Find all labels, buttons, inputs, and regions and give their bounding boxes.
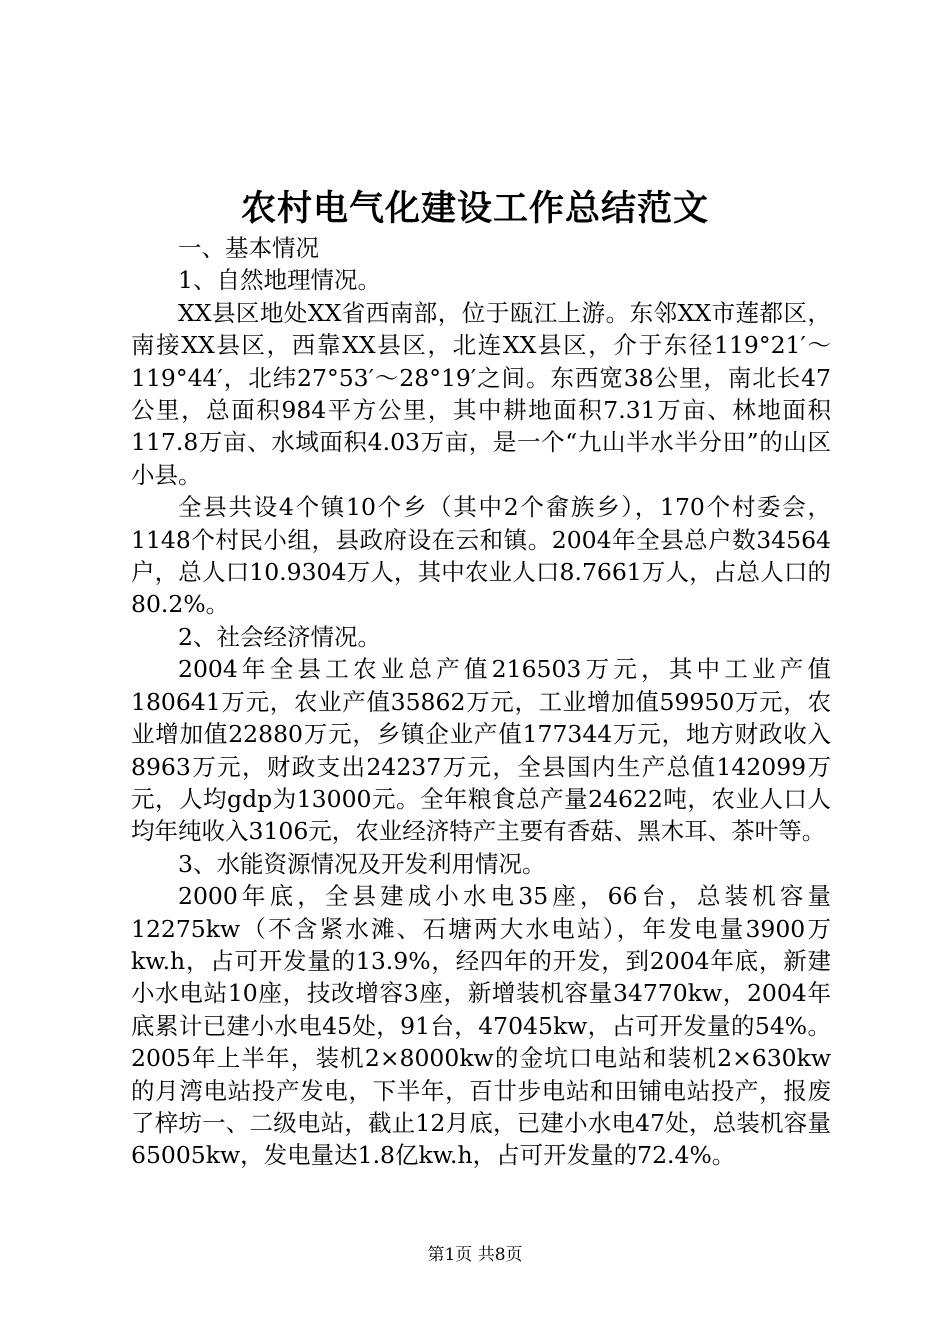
paragraph-hydropower: 2000年底，全县建成小水电35座，66台，总装机容量12275kw（不含紧水滩、石塘两大水电站），年发电量3900万kw.h，占可开发量的13.9%，经四年的开发，到2004年底，新建小水电站10座，技改增容3座，新增装机容量34770kw，2004年底累计已建小水电45处，91台，47045kw，占可开发量的54%。2005年上半年，装机2×8000kw的金坑口电站和装机2×630kw的月湾电站投产发电，下半年，百廿步电站和田铺电站投产，报废了梓坊一、二级电站，截止12月底，已建小水电47处，总装机容量65005kw，发电量达1.8亿kw.h，占可开发量的72.4%。 — [131, 882, 831, 1170]
subheading-hydropower: 3、水能资源情况及开发利用情况。 — [178, 849, 546, 878]
paragraph-geography: XX县区地处XX省西南部，位于瓯江上游。东邻XX市莲都区，南接XX县区，西靠XX县区，北连XX县区，介于东径119°21′～119°44′，北纬27°53′～28°19′之间。东西宽38公里，南北长47公里，总面积984平方公里，其中耕地面积7.31万亩、林地面积117.8万亩、水域面积4.03万亩，是一个“九山半水半分田”的山区小县。 — [131, 298, 831, 489]
document-body — [131, 232, 831, 1172]
page-footer: 第1页 共8页 — [427, 1245, 523, 1265]
paragraph-economy: 2004年全县工农业总产值216503万元，其中工业产值180641万元，农业产值35862万元，工业增加值59950万元，农业增加值22880万元，乡镇企业产值177344万元，地方财政收入8963万元，财政支出24237万元，全县国内生产总值142099万元，人均gdp为13000元。全年粮食总产量24622吨，农业人口人均年纯收入3106元，农业经济特产主要有香菇、黑木耳、茶叶等。 — [131, 655, 831, 846]
subheading-socio-economic: 2、社会经济情况。 — [178, 622, 381, 651]
subheading-natural-geography: 1、自然地理情况。 — [178, 266, 381, 295]
section-heading-basic: 一、基本情况 — [178, 234, 319, 262]
document-title: 农村电气化建设工作总结范文 — [240, 188, 709, 229]
paragraph-administration: 全县共设4个镇10个乡（其中2个畲族乡），170个村委会，1148个村民小组，县政府设在云和镇。2004年全县总户数34564户，总人口10.9304万人，其中农业人口8.7661万人，占总人口的80.2%。 — [131, 493, 831, 619]
